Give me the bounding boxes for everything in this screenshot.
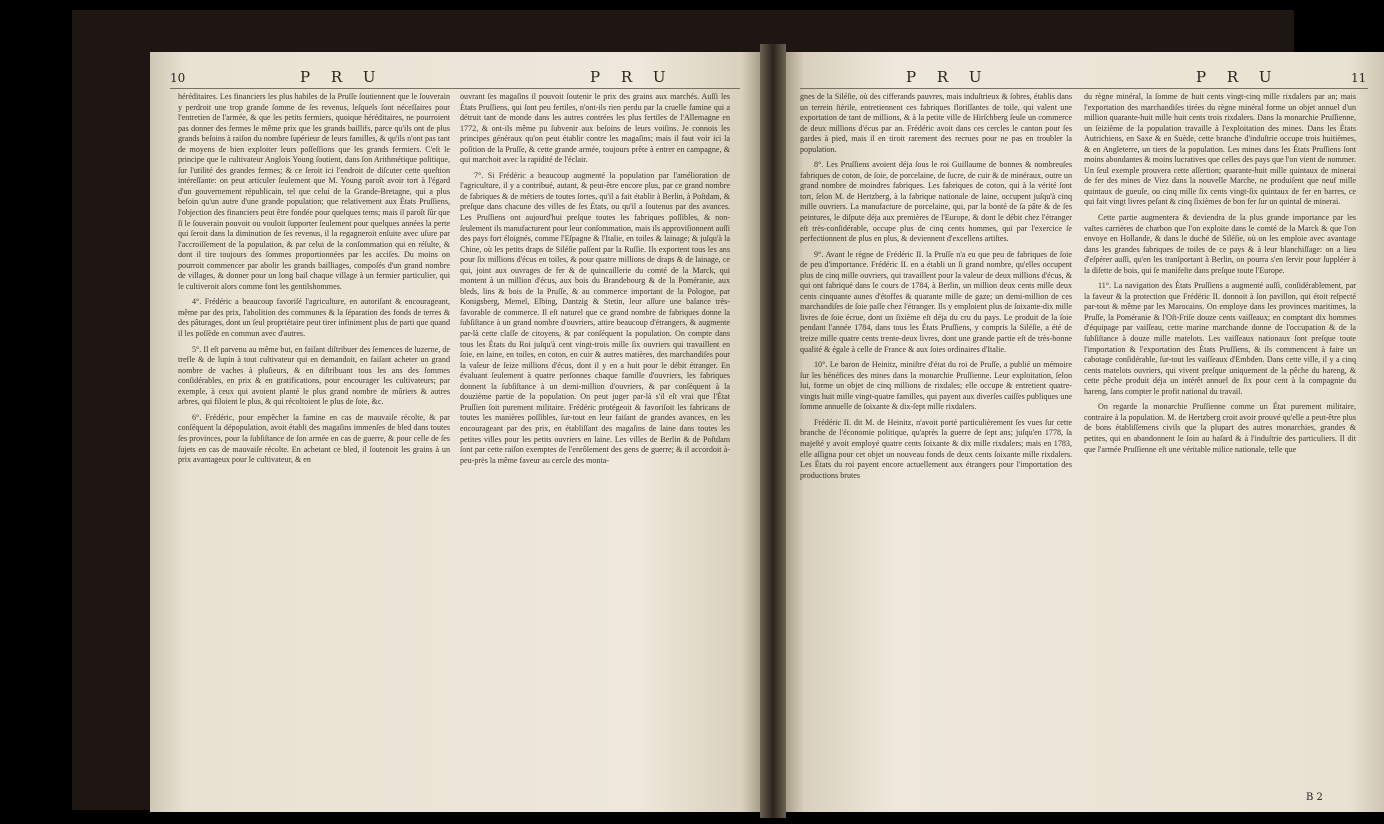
- page-number: 10: [170, 71, 186, 85]
- paragraph: 8°. Les Pruſſiens avoient déja ſous le roi Guillaume de bonnes & nombreuſes fabriques de coton, de ſoie, de porcelaine, de ſucre, de cuir & de minéraux, outre un grand nombre de moindres fabriques. Les fabriques de coton, qui à la vérité ſont tort, ſelon M. de Hertzberg, à la fabrique nationale de laine, occupent juſqu'à cinq mille ouvriers. La manufacture de porcelaine, qui, par la bonté de ſa pâte & de ſes peintures, le diſpute déja aux premières de l'Europe, & dont le débit chez l'étranger eſt très-conſidérable, occupe plus de cinq cents hommes, qui par l'exercice ſe perfectionnent de plus en plus, & deviennent d'excellens artiſtes.: [800, 160, 1072, 244]
- paragraph: Cette partie augmentera & deviendra de la plus grande importance par les vaſtes carrières de charbon que l'on exploite dans le comté de la Marck & que l'on envoye en Hollande, & dans le duché de Siléſie, où on les emploie avec avantage dans les grandes fabriques de toiles de ce pays & à leur blanchiſſage: on a lieu d'eſpérer auſſi, qu'en les tranſportant à Berlin, on pourra s'en ſervir pour ſuppléer à la diſette de bois, qui ſe manifeſte dans preſque toute l'Europe.: [1084, 213, 1356, 275]
- paragraph: On regarde la monarchie Pruſſienne comme un État purement militaire, contraire à la population. M. de Hertzberg croit avoir prouvé qu'elle a peut-être plus de bons établiſſemens civils que la plupart des autres monarchies, grandes & petites, qui en abandonnent le ſoin au haſard & à l'induſtrie des particuliers. Il dit que l'armée Pruſſienne eſt une véritable milice nationale, telle que: [1084, 402, 1356, 454]
- header-rule: [170, 88, 740, 89]
- paragraph: 9°. Avant le règne de Frédéric II. la Pruſſe n'a eu que peu de fabriques de ſoie de peu d'importance. Frédéric II. en a établi un ſi grand nombre, qu'elles occupent plus de cinq mille ouvriers, qui travaillent pour la valeur de deux millions d'écus, & qui ont fabriqué dans le cours de 1784, à Berlin, un million deux cents mille deux cents cinquante aunes d'étoffes & quarante mille de gaze; un demi-million de ces marchandiſes de ſoie paſſe chez l'étranger. Ils y emploient plus de ſoixante-dix mille livres de ſoie écrue, dont un ſixième eſt déja du cru du pays. Le produit de la ſoie pendant l'année 1784, dans tous les États Pruſſiens, y compris la Siléſie, a été de treize mille quatre cents trente-deux livres, dont une grande partie eſt de très-bonne qualité & égale à celle de France & aux ſoies ordinaires d'Italie.: [800, 249, 1072, 354]
- paragraph: héréditaires. Les financiers les plus habiles de la Pruſſe ſoutiennent que le ſouverain y perdroit une trop grande ſomme de ſes revenus, leſquels ſont néceſſaires pour l'entretien de l'armée, & que les petits fermiers, quoique héréditaires, ne pourroient pas donner des fermes le même prix que les grands baillifs, parce qu'ils ont de plus grands beſoins à raiſon du nombre ſupérieur de leurs familles, & qu'ils n'ont pas tant de moyens de bien exploiter leurs poſſeſſions que les grands fermiers. C'eſt le principe que le cultivateur Anglois Young ſoutient, dans ſon Arithmétique politique, ſur l'utilité des grandes fermes; & ce ſeroit ici l'endroit de diſcuter cette queſtion intéreſſante: on peut articuler ſeulement que M. Young paroît avoir tort à l'égard d'un gouvernement républicain, tel que celui de la Grande-Bretagne, qui a plus beſoin qu'un autre d'une grande population; que relativement aux États Pruſſiens, l'objection des financiers peut être fondée pour quelques tems; mais il paroît ſûr que ſi le ſouverain pouvoit ou vouloit ſupporter ſeulement pour quelques années la perte qui ſeroit dans la diminution de ſes revenus, il la regagneroit enſuite avec uſure par l'accroiſſement de la population, & par celui de la conſommation qui en réſulte, & dont il tire toujours des ſommes proportionnées par les acciſes. Du moins on pourroit commencer par abolir les grands bailliages, compoſés d'un grand nombre de villages, & donner pour un long bail chaque village à un fermier particulier, qui le cultiveroit alors comme font les gentilshommes.: [178, 92, 450, 291]
- left-page: [150, 52, 760, 812]
- paragraph: Frédéric II. dit M. de Heinitz, n'avoit porté particulièrement ſes vues ſur cette branche de l'économie politique, qu'après la guerre de ſept ans; juſqu'en 1778, ſa majeſté y avoit employé quatre cents ſoixante & dix mille rixdalers; mais en 1783, elle aſſigna pour cet objet un nouveau fonds de deux cents ſoixante mille rixdalers. Les États du roi payent encore actuellement aux étrangers pour l'importation des productions brutes: [800, 417, 1072, 480]
- paragraph: 10°. Le baron de Heinitz, miniſtre d'état du roi de Pruſſe, a publié un mémoire ſur les bénéfices des mines dans la monarchie Pruſſienne. Leur exploitation, ſelon lui, forme un objet de cinq millions de rixdales; elle occupe & entretient quatre-vingts huit mille vingt-quatre familles, qui payent aux diverſes caiſſes publiques une ſomme annuelle de ſoixante & dix-ſept mille rixdalers.: [800, 360, 1072, 412]
- right-page: [786, 52, 1384, 812]
- paragraph: 11°. La navigation des États Pruſſiens a augmenté auſſi, conſidérablement, par la faveur & la protection que Frédéric II. donnoit à ſon pavillon, qui étoit reſpecté par-tout & même par les Marocains. On employe dans les provinces maritimes, la Pruſſe, la Poméranie & l'Oſt-Friſe douze cents vaiſſeaux; en comptant dix hommes d'équipage par vaiſſeau, cette marine marchande donne de l'occupation & de la ſubſiſtance à douze mille matelots. Les vaiſſeaux nationaux ſont preſque toute l'importation & l'exportation des États Pruſſiens, & ils commencent à faire un cabotage conſidérable, ſur-tout les vaiſſeaux d'Embden. Dans cette ville, il y a cinq cents matelots ouvriers, qui vivent preſque uniquement de la pêche du hareng, & cette pêche produit déja un intérêt annuel de ſix pour cent à la compagnie du hareng, ſans compter le profit national du travail.: [1084, 281, 1356, 396]
- book-spread: [72, 10, 1367, 810]
- book-spine: [760, 44, 786, 818]
- paragraph: gnes de la Siléſie, où des cifferands pauvres, mais induſtrieux & ſobres, établis dans un terrein ſtérile, entretiennent ces fabriques floriſſantes de toile, qui valent une exportation de tant de millions, & à la petite ville de Hirſchberg ſeule un commerce de deux millions d'écus par an. Frédéric avoit dans ces cercles le canton pour ſes gardes à pied, mais il en tiroit rarement des recrues pour ne pas en troubler la population.: [800, 92, 1072, 154]
- header-rule: [800, 88, 1368, 89]
- paragraph: 4°. Frédéric a beaucoup favoriſé l'agriculture, en autoriſant & encourageant, même par des prix, l'abolition des communes & la ſéparation des fonds de terres & des pâturages, dont un ſeul propriétaire peut tirer infiniment plus de parti que quand il les poſſède en commun avec d'autres.: [178, 297, 450, 339]
- paragraph: ouvrant ſes magaſins il pouvoit ſoutenir le prix des grains aux marchés. Auſſi les États Pruſſiens, qui ſont peu fertiles, n'ont-ils rien perdu par la cruelle famine qui a détruit tant de monde dans les autres contrées les plus fertiles de l'Allemagne en 1772, & ont-ils même pu ſubvenir aux beſoins de leurs voiſins. Je connois les principes généraux qu'on peut établir contre les magaſins; mais il faut voir ici la poſition de la Pruſſe, & cette grande armée, toujours prête à entrer en campagne, & qui marchoit avec la rapidité de l'éclair.: [460, 92, 730, 165]
- running-header: P R U: [300, 68, 384, 86]
- signature-mark: B 2: [1306, 792, 1323, 803]
- page-number: 11: [1351, 71, 1367, 85]
- paragraph: 7°. Si Frédéric a beaucoup augmenté la population par l'amélioration de l'agriculture, il y a contribué, autant, & peut-être encore plus, par ce grand nombre de fabriques & de métiers de toutes ſortes, qu'il a fait établir à Berlin, à Poſtdam, & preſque dans chacune des villes de ſes États, ou qu'il a ſoutenus par des avances. Les Pruſſiens ont aujourd'hui preſque toutes les fabriques poſſibles, & non-ſeulement ils manufacturent pour leur conſommation, mais ils approviſionnent auſſi des pays fort éloignés, comme l'Eſpagne & l'Italie, en toiles & lainage; & juſqu'à la Chine, où les petits draps de Siléſie paſſent par la Ruſſie. Ils exportent tous les ans pour ſix millions d'écus en toiles, & pour quatre millions de draps & de lainage, ce qui, joint aux ouvrages de fer & de quincaillerie du comté de la Marck, qui montent à un million d'écus, aux bois du Brandebourg & de la Poméranie, aux bleds, lins & bois de la Pruſſe, & au commerce important de la Pologne, par Konigsberg, Memel, Elbing, Dantzig & Stetin, leur aſſure une balance très-favorable de commerce. Il eſt naturel que ce grand nombre de fabriques donne la ſubſiſtance à un grand nombre d'ouvriers, attire beaucoup d'étrangers, & augmente par-là cette claſſe de citoyens, & par conſéquent la population. On compte dans tous les États du Roi juſqu'à cent vingt-trois mille ſix ouvriers qui travaillent en ſoie, en laine, en toiles, en coton, en cuir & autres matières, des marchandiſes pour la valeur de ſeize millions d'écus, dont il y en a huit pour le débit étranger. En évaluant ſeulement à quatre perſonnes chaque famille d'ouvriers, les fabriques donnent la ſubſiſtance à un demi-million d'ouvriers, & par conſéquent à la douzième partie de la population. On peut juger par-là s'il eſt vrai que l'État Pruſſien ſoit purement militaire. Frédéric protégeoit & favoriſoit les fabricans de toutes les manières poſſibles, ſur-tout en leur faiſant de grandes avances, en les encourageant par des prix, en établiſſant des magaſins de laine dans toutes les petites villes pour les petits ouvriers en laine. Les villes de Berlin & de Poſtdam ſont par cette raiſon exemptes de l'enrôlement des gens de guerre; & il accordoit à-peu-près la même faveur au cercle des monta-: [460, 170, 730, 465]
- running-header: P R U: [906, 68, 990, 86]
- paragraph: 6°. Frédéric, pour empêcher la famine en cas de mauvaiſe récolte, & par conſéquent la dépopulation, avoit établi des magaſins immenſes de bled dans toutes ſes provinces, pour la ſubſiſtance de ſon armée en cas de guerre, & pour celle de ſes ſujets en cas de mauvaiſe récolte. En achetant ce bled, il ſoutenoit les grains à un prix avantageux pour le cultivateur, & en: [178, 412, 450, 465]
- running-header: P R U: [590, 68, 674, 86]
- text-column-2: [1084, 92, 1356, 455]
- text-column-1: [800, 92, 1072, 481]
- text-column-2: [460, 92, 730, 466]
- paragraph: du règne minéral, la ſomme de huit cents vingt-cinq mille rixdalers par an; mais l'exportation des marchandiſes tirées du règne minéral forme un objet annuel d'un million quarante-huit mille huit cents trois rixdalers. Dans la monarchie Pruſſienne, un ſeizième de la population travaille à l'exploitation des mines. Dans les États Autrichiens, en Saxe & en Suède, cette branche d'induſtrie occupe trois huitièmes, & en Angleterre, un tiers de la population. Les mines dans les États Pruſſiens ſont moins abondantes & moins lucratives que celles des pays que l'on vient de nommer. Un ſeul exemple prouvera cette aſſertion; quarante-huit mille quintaux de minerai de fer des mines de Viez dans la nouvelle Marche, ne produiſent que neuf mille quintaux de gueuſe, ou cinq mille ſix cents vingt-ſix quintaux de fer en barres, ce qui fait vingt livres peſant & cinq ſixièmes de bon fer ſur un quintal de minerai.: [1084, 92, 1356, 207]
- text-column-1: [178, 92, 450, 466]
- paragraph: 5°. Il eſt parvenu au même but, en faiſant diſtribuer des ſemences de luzerne, de trefle & de lupin à tout cultivateur qui en demandoit, en faiſant acheter un grand nombre de vaches à pluſieurs, & en diſtribuant tous les ans des ſommes conſidérables, en prix & en gratifications, pour encourager les cultivateurs; par exemple, à ceux qui avoient planté le plus grand nombre de mûriers & autres arbres, qui filoient le plus, & qui récoltoient le plus de ſoie, &c.: [178, 344, 450, 407]
- running-header: P R U: [1196, 68, 1280, 86]
